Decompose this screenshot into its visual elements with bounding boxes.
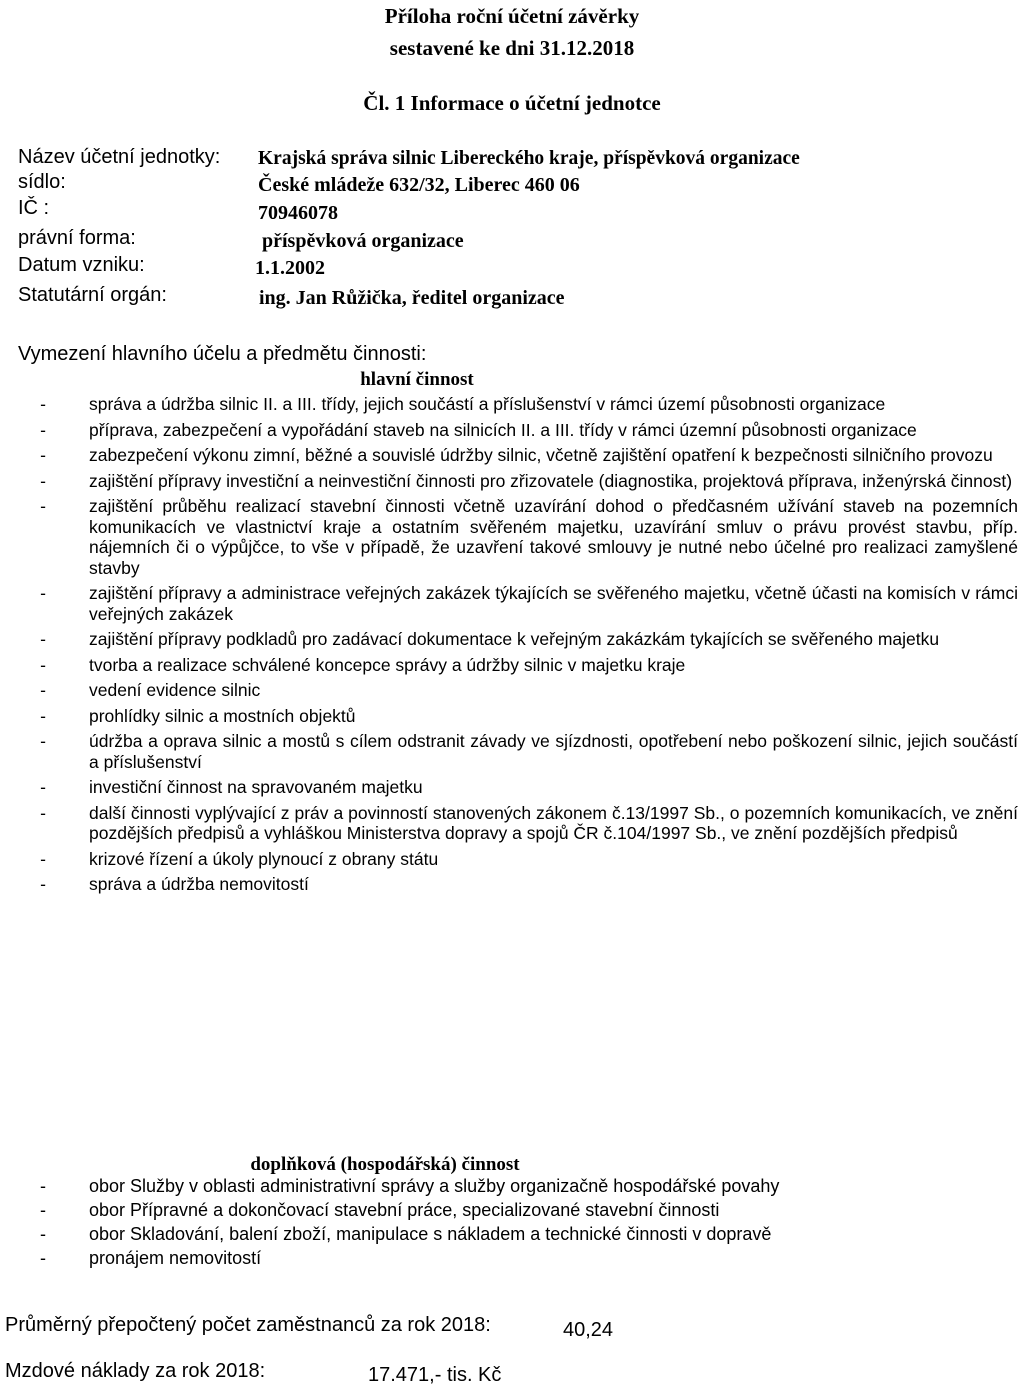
list-bullet: -: [40, 1200, 46, 1220]
entity-legal-form-value: příspěvková organizace: [262, 230, 464, 252]
list-bullet: -: [40, 496, 46, 516]
list-bullet: -: [40, 802, 46, 823]
list-item-text: obor Služby v oblasti administrativní správy a služby organizačně hospodářské povahy: [89, 1176, 780, 1196]
list-item: [33, 731, 1018, 772]
document-date: sestavené ke dni 31.12.2018: [389, 36, 635, 60]
list-bullet: -: [40, 777, 46, 797]
list-item: [33, 420, 1018, 441]
secondary-activity-list: [33, 1175, 1018, 1271]
list-bullet: -: [40, 583, 46, 603]
entity-ic-value: 70946078: [258, 202, 338, 224]
list-bullet: -: [40, 1224, 46, 1244]
wage-costs-value: 17.471,- tis. Kč: [368, 1364, 502, 1386]
list-item: [33, 1199, 1018, 1221]
main-activity-heading: hlavní činnost: [360, 369, 474, 390]
list-item: [33, 1175, 1018, 1197]
list-item-text: další činnosti vyplývající z práv a povinností stanovených zákonem č.13/1997 Sb., o pozemních komunikacích, ve znění pozdějších předpisů a vyhláškou Ministerstva dopravy a spojů ČR č.104/1997 Sb., ve znění pozdějších předpisů: [89, 802, 1018, 843]
list-item-text: krizové řízení a úkoly plynoucí z obrany státu: [89, 848, 439, 869]
list-bullet: -: [40, 445, 46, 465]
list-item-text: údržba a oprava silnic a mostů s cílem odstranit závady ve sjízdnosti, opotřebení nebo poškození silnic, jejich součástí a příslušenství: [89, 731, 1018, 772]
list-item: [33, 445, 1018, 466]
wage-costs-label: Mzdové náklady za rok 2018:: [5, 1360, 266, 1382]
document-title: Příloha roční účetní závěrky: [384, 4, 640, 28]
list-item-text: tvorba a realizace schválené koncepce správy a údržby silnic v majetku kraje: [89, 654, 686, 675]
list-item: [33, 629, 1018, 650]
list-item: [33, 803, 1018, 844]
list-item: [33, 394, 1018, 415]
list-item: [33, 655, 1018, 676]
list-item-text: pronájem nemovitostí: [89, 1248, 262, 1268]
list-bullet: -: [40, 419, 46, 440]
list-item: [33, 583, 1018, 624]
list-item-text: správa a údržba nemovitostí: [89, 874, 309, 894]
list-item-text: vedení evidence silnic: [89, 680, 261, 700]
list-bullet: -: [40, 470, 46, 491]
list-item: [33, 1223, 1018, 1245]
list-bullet: -: [40, 654, 46, 675]
list-item: [33, 496, 1018, 578]
list-item-text: obor Skladování, balení zboží, manipulace s nákladem a technické činnosti v dopravě: [89, 1224, 772, 1244]
employee-count-label: Průměrný přepočtený počet zaměstnanců za rok 2018:: [5, 1314, 491, 1336]
list-bullet: -: [40, 848, 46, 869]
list-item-text: investiční činnost na spravovaném majetku: [89, 777, 423, 797]
list-bullet: -: [40, 680, 46, 700]
entity-founded-label: Datum vzniku:: [18, 254, 145, 276]
employee-count-value: 40,24: [563, 1319, 614, 1341]
list-item-text: zajištění přípravy a administrace veřejných zakázek týkajících se svěřeného majetku, včetně účasti na komisích v rámci veřejných zakázek: [89, 583, 1018, 624]
entity-name-value: Krajská správa silnic Libereckého kraje, příspěvková organizace: [258, 148, 800, 169]
list-item: [33, 777, 1018, 798]
entity-statutory-value: ing. Jan Růžička, ředitel organizace: [259, 287, 565, 309]
list-bullet: -: [40, 874, 46, 894]
list-item-text: zajištění průběhu realizací stavební činnosti včetně uzavírání dohod o předčasném užívání staveb na pozemních komunikacích ve vlastnictví kraje a ostatním svěřeném majetku, uzavírání smluv o právu provést stavbu, příp. nájemních či o výpůjčce, to vše v případě, že uzavření takové smlouvy je nutné nebo účelné pro realizaci zamyšlené stavby: [89, 496, 1018, 578]
list-item: [33, 1247, 1018, 1269]
activities-intro: Vymezení hlavního účelu a předmětu činnosti:: [18, 343, 427, 365]
list-item-text: prohlídky silnic a mostních objektů: [89, 705, 356, 726]
list-bullet: -: [40, 1248, 46, 1268]
list-bullet: -: [40, 731, 46, 751]
entity-legal-form-label: právní forma:: [18, 227, 136, 249]
list-item-text: správa a údržba silnic II. a III. třídy, jejich součástí a příslušenství v rámci území působnosti organizace: [89, 394, 886, 414]
entity-name-label: Název účetní jednotky:: [18, 146, 221, 168]
list-item: [33, 874, 1018, 895]
list-bullet: -: [40, 394, 46, 414]
list-item-text: zajištění přípravy investiční a neinvestiční činnosti pro zřizovatele (diagnostika, projektová příprava, inženýrská činnost): [89, 470, 1013, 491]
entity-statutory-label: Statutární orgán:: [18, 284, 167, 306]
entity-founded-value: 1.1.2002: [255, 257, 325, 279]
entity-ic-label: IČ :: [18, 197, 50, 219]
list-item-text: zajištění přípravy podkladů pro zadávací dokumentace k veřejným zakázkám tykajících se svěřeného majetku: [89, 629, 940, 649]
entity-seat-label: sídlo:: [18, 171, 66, 193]
list-item-text: příprava, zabezpečení a vypořádání staveb na silnicích II. a III. třídy v rámci územní působnosti organizace: [89, 419, 917, 440]
list-item: [33, 680, 1018, 701]
list-item: [33, 849, 1018, 870]
list-bullet: -: [40, 629, 46, 649]
list-item: [33, 706, 1018, 727]
main-activity-list: [33, 394, 1018, 900]
list-item-text: obor Přípravné a dokončovací stavební práce, specializované stavební činnosti: [89, 1200, 720, 1220]
entity-seat-value: České mládeže 632/32, Liberec 460 06: [258, 174, 580, 196]
list-bullet: -: [40, 705, 46, 726]
article-heading: Čl. 1 Informace o účetní jednotce: [363, 91, 661, 115]
secondary-activity-heading: doplňková (hospodářská) činnost: [250, 1154, 520, 1175]
list-item-text: zabezpečení výkonu zimní, běžné a souvislé údržby silnic, včetně zajištění opatření k bezpečnosti silničního provozu: [89, 445, 993, 465]
list-bullet: -: [40, 1176, 46, 1196]
list-item: [33, 471, 1018, 492]
